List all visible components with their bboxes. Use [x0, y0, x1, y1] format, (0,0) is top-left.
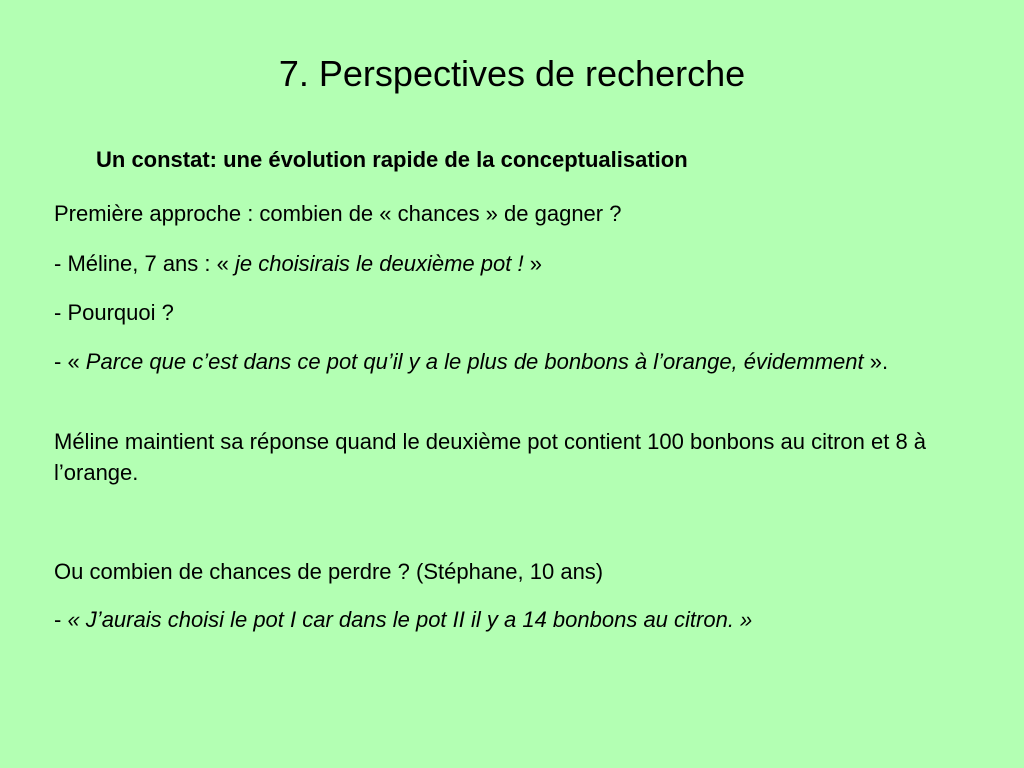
meline-answer-prefix: - Méline, 7 ans : « [54, 251, 235, 276]
meline-reason-prefix: - « [54, 349, 86, 374]
paragraph-first-approach: Première approche : combien de « chances » de gagner ? [54, 201, 622, 226]
slide-subtitle: Un constat: une évolution rapide de la conceptualisation [96, 147, 688, 172]
stephane-answer-prefix: - [54, 607, 68, 632]
stephane-answer-quote: « J’aurais choisi le pot I car dans le pot II il y a 14 bonbons au citron. » [67, 607, 753, 632]
paragraph-stephane-answer [54, 604, 974, 635]
paragraph-meline-maintains: Méline maintient sa réponse quand le deuxième pot contient 100 bonbons au citron et 8 à l’orange. [54, 429, 927, 485]
meline-answer-suffix: » [523, 251, 542, 276]
slide-title: 7. Perspectives de recherche [278, 53, 746, 94]
paragraph-why-question: - Pourquoi ? [54, 300, 174, 325]
meline-reason-quote: Parce que c’est dans ce pot qu’il y a le plus de bonbons à l’orange, évidemment [85, 349, 864, 374]
paragraph-meline-answer [54, 248, 974, 279]
meline-reason-suffix: ». [863, 349, 889, 374]
meline-answer-quote: je choisirais le deuxième pot ! [234, 251, 524, 276]
paragraph-chances-to-lose: Ou combien de chances de perdre ? (Stéphane, 10 ans) [54, 559, 604, 584]
paragraph-meline-reason [54, 346, 974, 377]
